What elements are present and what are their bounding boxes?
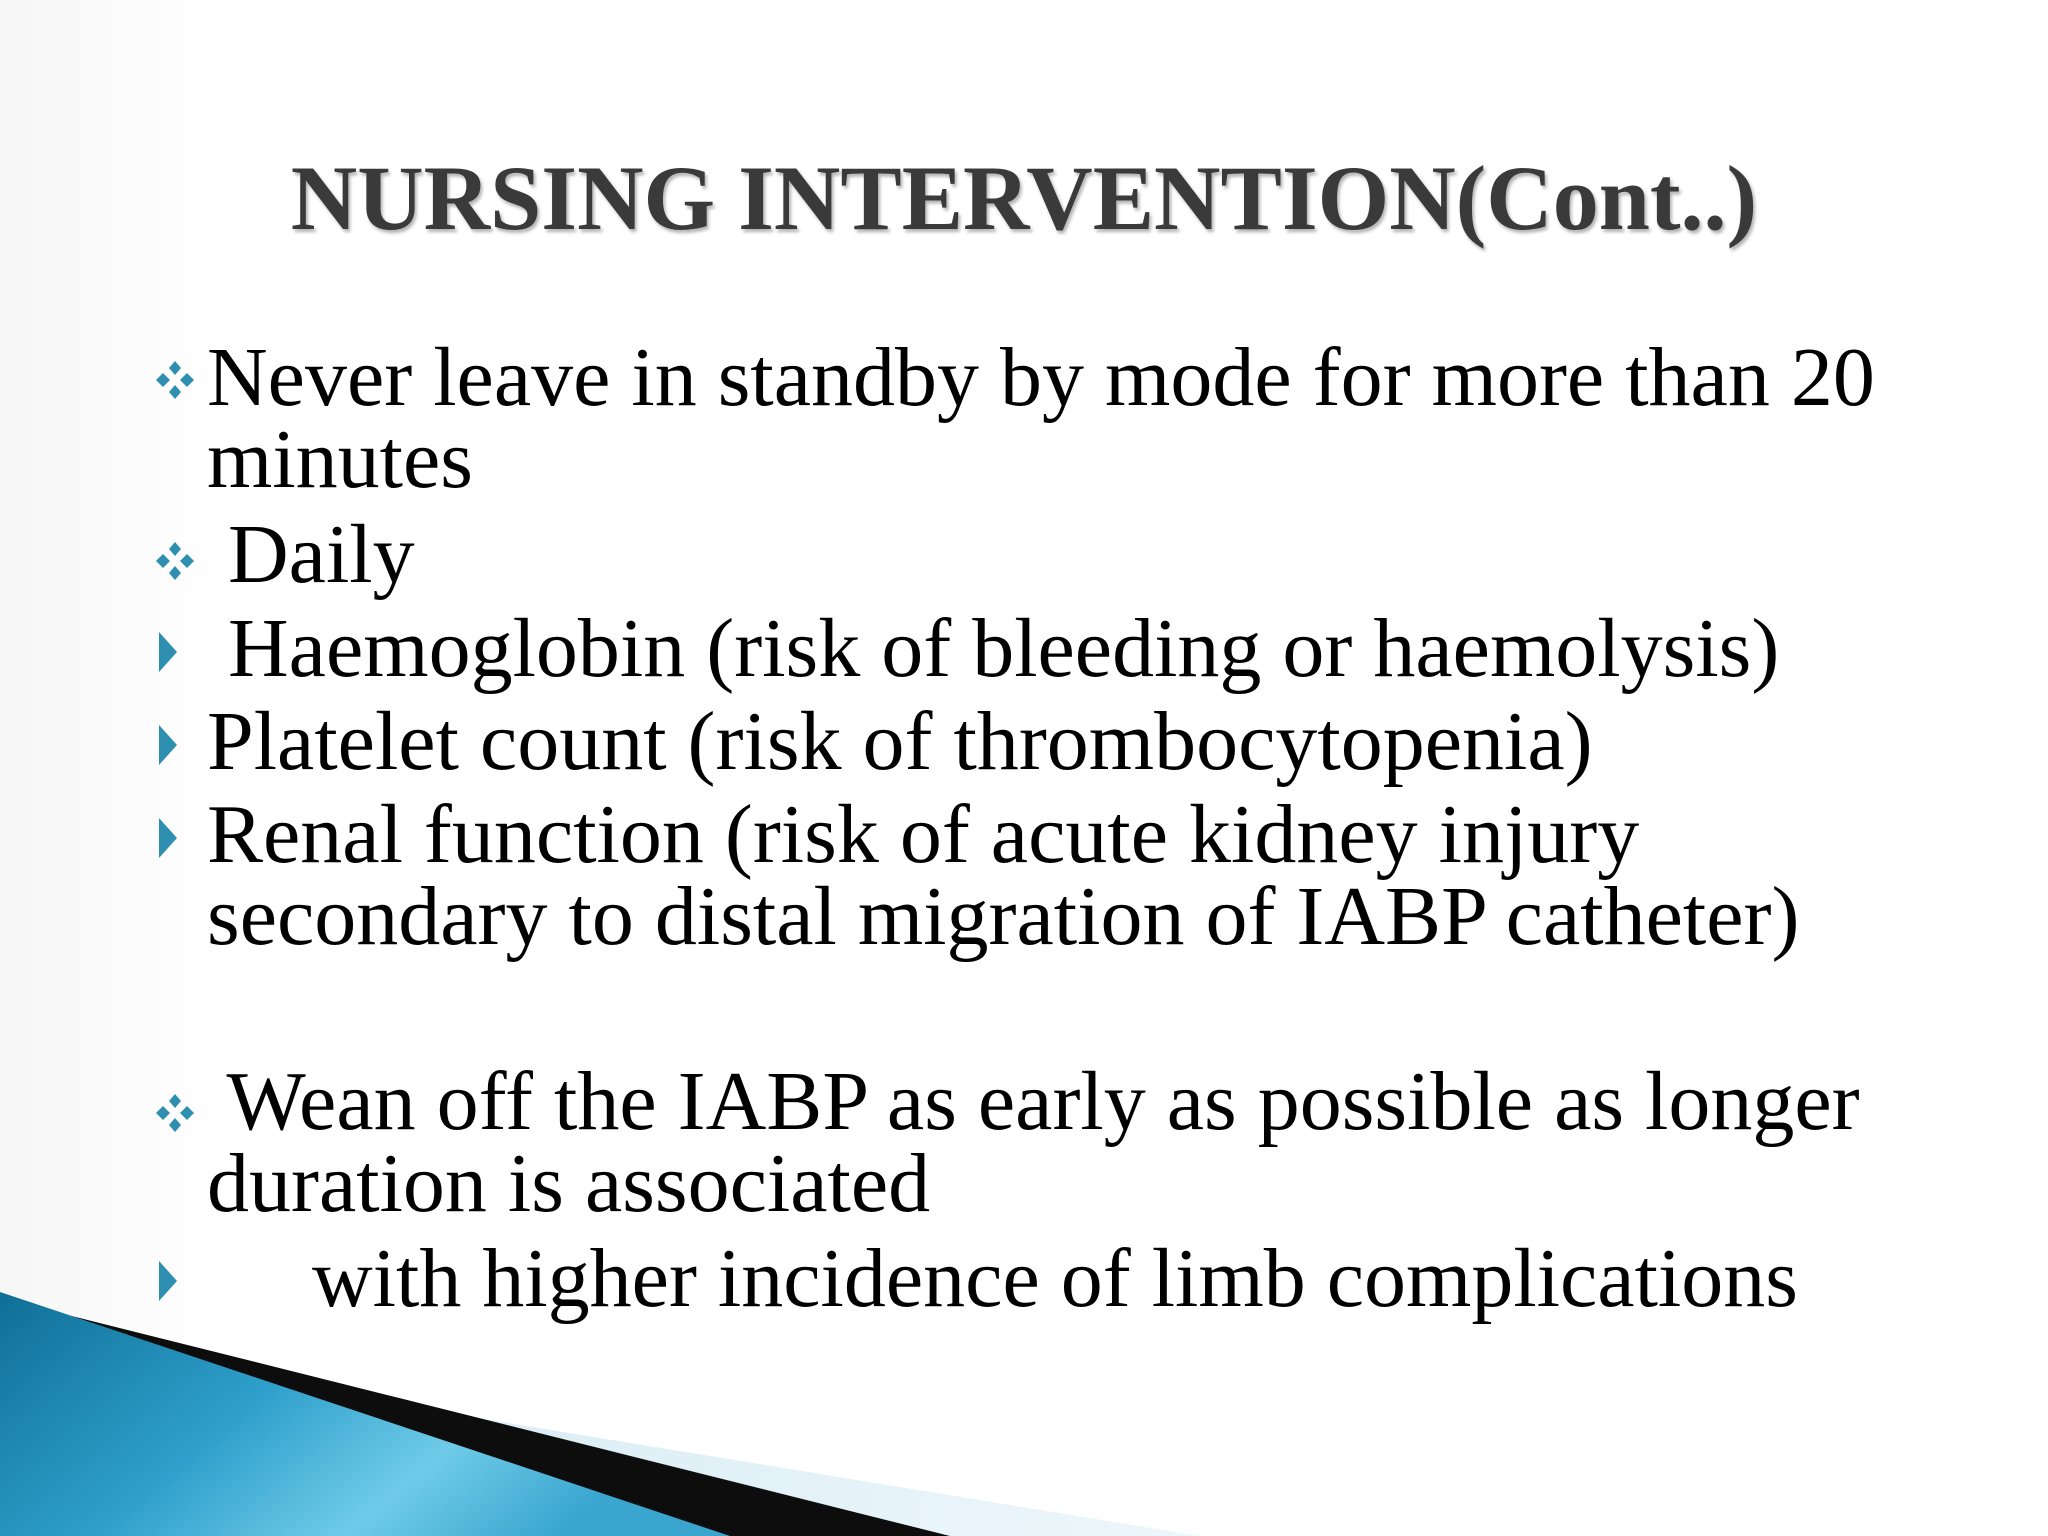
- bullet-text-line: duration is associated: [207, 1137, 931, 1230]
- bullet-text-line: secondary to distal migration of IABP catheter): [207, 870, 1800, 963]
- bullet-text-line: Daily: [207, 508, 415, 601]
- bullet-text-line: Wean off the IABP as early as possible as longer: [207, 1055, 1860, 1148]
- bullet-text-line: Haemoglobin (risk of bleeding or haemolysis): [207, 602, 1780, 695]
- triangle-bullet-icon: [150, 627, 200, 677]
- diamond-bullet-icon: [150, 1088, 200, 1138]
- bullet-text-line: with higher incidence of limb complications: [207, 1232, 1798, 1325]
- bullet-text-line: Never leave in standby by mode for more than 20: [207, 331, 1875, 424]
- triangle-bullet-icon: [150, 813, 200, 863]
- triangle-bullet-icon: [150, 720, 200, 770]
- bullet-text-line: Renal function (risk of acute kidney injury: [207, 788, 1640, 881]
- slide-title: NURSING INTERVENTION(Cont..): [290, 147, 1758, 249]
- bullet-text-line: Platelet count (risk of thrombocytopenia): [207, 695, 1593, 788]
- diamond-bullet-icon: [150, 355, 200, 405]
- triangle-bullet-icon: [150, 1256, 200, 1306]
- bullet-text-line: minutes: [207, 413, 473, 506]
- diamond-bullet-icon: [150, 536, 200, 586]
